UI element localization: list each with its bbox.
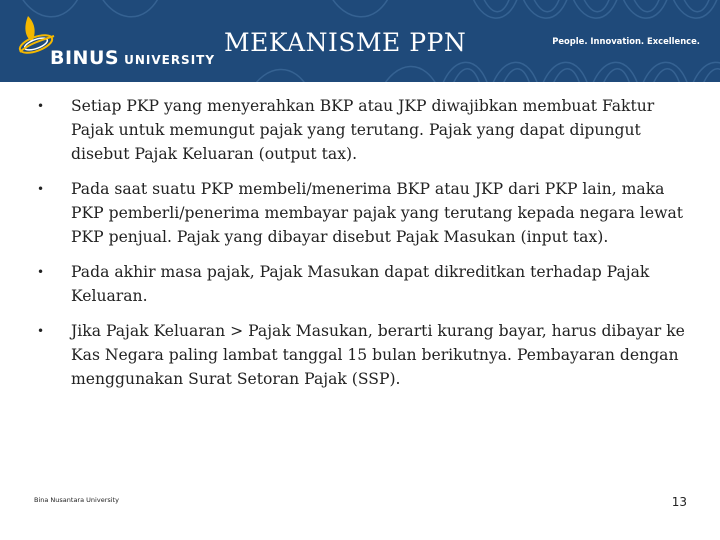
slide-header [0,0,720,82]
bullet-text: Setiap PKP yang menyerahkan BKP atau JKP diwajibkan membuat Faktur Pajak untuk memungut pajak yang terutang. Pajak yang dapat dipungut disebut Pajak Keluaran (output tax). [71,97,655,163]
bullet-icon: • [37,99,45,113]
bullet-item [34,177,686,249]
logo-sub-text: UNIVERSITY [124,53,216,67]
slide-title: MEKANISME PPN [224,28,467,57]
bullet-text: Pada akhir masa pajak, Pajak Masukan dapat dikreditkan terhadap Pajak Keluaran. [71,263,650,305]
bullet-icon: • [37,265,45,279]
bullet-text: Jika Pajak Keluaran > Pajak Masukan, berarti kurang bayar, harus dibayar ke Kas Negara paling lambat tanggal 15 bulan berikutnya. Pembayaran dengan menggunakan Surat Setoran Pajak (SSP). [71,322,685,388]
bullet-icon: • [37,324,45,338]
bullet-item [34,94,686,166]
header-tagline: People. Innovation. Excellence. [552,36,700,46]
bullet-text: Pada saat suatu PKP membeli/menerima BKP atau JKP dari PKP lain, maka PKP pemberli/penerima membayar pajak yang terutang kepada negara lewat PKP penjual. Pajak yang dibayar disebut Pajak Masukan (input tax). [71,180,684,246]
footer-institution: Bina Nusantara University [34,496,119,504]
bullet-list [34,94,686,402]
logo-brand-text: BINUS [50,47,120,69]
bullet-item [34,260,686,308]
bullet-item [34,319,686,391]
bullet-icon: • [37,182,45,196]
logo-wordmark [50,47,215,69]
page-number: 13 [671,495,687,509]
binus-logo [14,14,214,70]
